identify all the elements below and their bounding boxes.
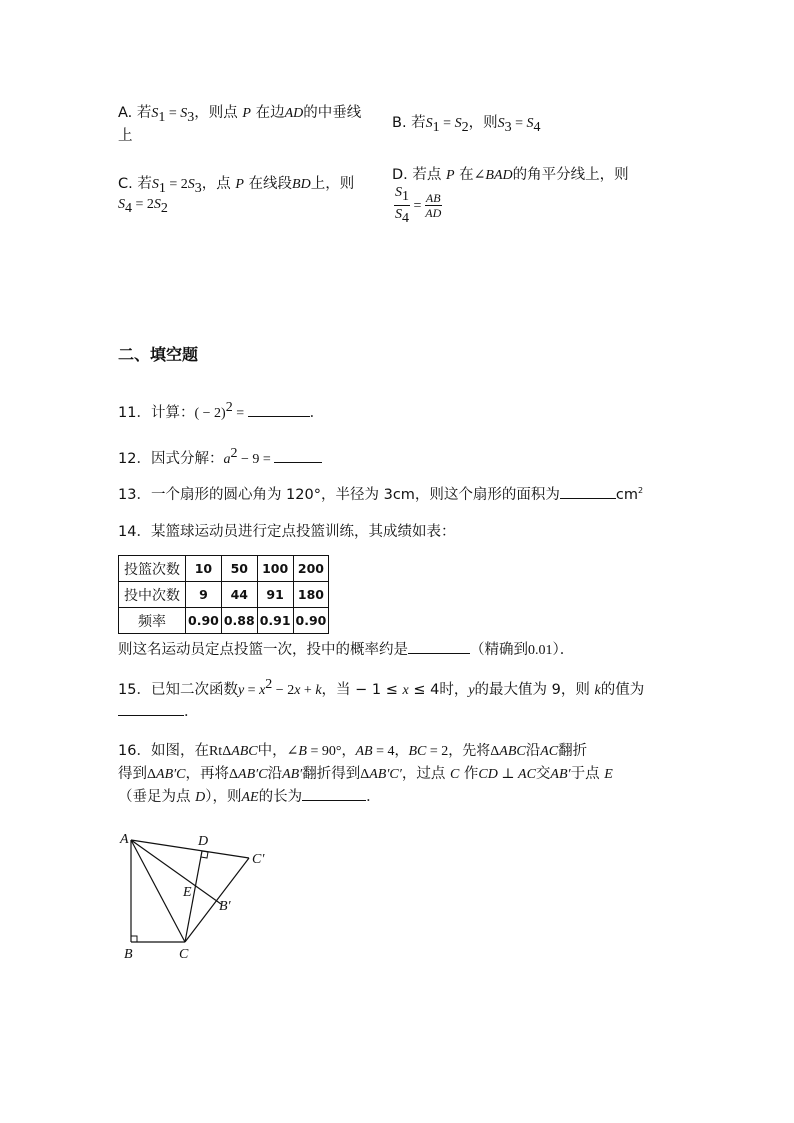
question-16-line-1: 16．如图，在RtΔABC中，∠B = 90°，AB = 4，BC = 2，先将ΔABC沿AC翻折 <box>118 743 588 759</box>
choice-c: C. 若$S_1 = 2S_3$，点 P 在线段BD上，则 <box>118 176 355 196</box>
choice-c-wrap: $S_4 = 2S_2$ <box>118 197 168 216</box>
table-cell-label: 投中次数 <box>119 582 186 608</box>
question-12: 12．因式分解：$a^2 - 9$ = <box>118 446 322 468</box>
question-15: 15．已知二次函数$y = x^2 - 2x + k$，当 − 1 ≤ x ≤ 4时，y的最大值为 9，则 k的值为 <box>118 677 645 698</box>
table-cell: 91 <box>257 582 293 608</box>
label-bprime: B′ <box>219 899 231 914</box>
answer-blank-12[interactable] <box>274 450 322 463</box>
segment-ccprime <box>185 858 249 942</box>
choice-b: B. 若$S_1 = S_2$，则$S_3 = S_4$ <box>392 115 541 135</box>
label-d: D <box>198 834 209 849</box>
question-15-wrap: ． <box>118 700 199 721</box>
table-cell: 9 <box>186 582 222 608</box>
label-a: A <box>120 832 129 847</box>
label-c: C <box>179 947 189 962</box>
table-cell: 200 <box>293 556 329 582</box>
segment-ac <box>131 840 185 942</box>
choice-a-wrap: 上 <box>118 128 133 144</box>
table-cell: 44 <box>221 582 257 608</box>
question-16-line-2: 得到ΔAB′C，再将ΔAB′C沿AB′翻折得到ΔAB′C′，过点 C 作CD ⊥ AC交AB′于点 E <box>118 766 613 782</box>
choice-d-formula: $\frac{S_1}{S_4}$ = $\frac{AB}{AD}$ <box>395 185 442 226</box>
section-title: 二、填空题 <box>118 345 199 364</box>
table-cell: 100 <box>257 556 293 582</box>
question-13: 13．一个扇形的圆心角为 120°，半径为 3cm，则这个扇形的面积为 $cm^2$ <box>118 486 644 503</box>
right-angle-b <box>131 936 137 942</box>
shooting-table <box>118 555 329 634</box>
label-b: B <box>124 947 133 962</box>
label-cprime: C′ <box>252 852 265 867</box>
answer-blank-15[interactable] <box>118 703 184 716</box>
table-cell: 0.91 <box>257 608 293 634</box>
table-cell: 10 <box>186 556 222 582</box>
choice-d: D. 若点 P 在∠BAD的角平分线上，则 <box>392 167 629 183</box>
answer-blank-14[interactable] <box>408 641 470 654</box>
table-cell: 0.90 <box>293 608 329 634</box>
fraction-s1-s4: $\frac{S_1}{S_4}$ <box>395 185 409 226</box>
question-11: 11．计算：( − 2)$^2$ = ． <box>118 400 325 421</box>
table-row <box>119 582 329 608</box>
answer-blank-13[interactable] <box>560 486 616 499</box>
table-cell-label: 投篮次数 <box>119 556 186 582</box>
fraction-ab-ad: $\frac{AB}{AD}$ <box>425 190 442 220</box>
table-cell: 0.88 <box>221 608 257 634</box>
table-cell: 180 <box>293 582 329 608</box>
table-row <box>119 608 329 634</box>
table-cell-label: 频率 <box>119 608 186 634</box>
segment-acprime <box>131 840 249 858</box>
answer-blank-11[interactable] <box>248 404 310 417</box>
table-row <box>119 556 329 582</box>
question-14: 14．某篮球运动员进行定点投篮训练，其成绩如表： <box>118 524 456 540</box>
table-cell: 50 <box>221 556 257 582</box>
answer-blank-16[interactable] <box>302 788 366 801</box>
geometry-figure <box>110 825 280 965</box>
table-cell: 0.90 <box>186 608 222 634</box>
question-14-answer: 则这名运动员定点投篮一次，投中的概率约是 （精确到0.01）． <box>118 642 575 658</box>
segment-abprime <box>131 840 221 904</box>
question-16-line-3: （垂足为点 D），则AE的长为 ． <box>118 789 381 805</box>
choice-a: A. 若$S_1 = S_3$，则点 P 在边AD的中垂线 <box>118 105 362 125</box>
label-e: E <box>183 885 192 900</box>
